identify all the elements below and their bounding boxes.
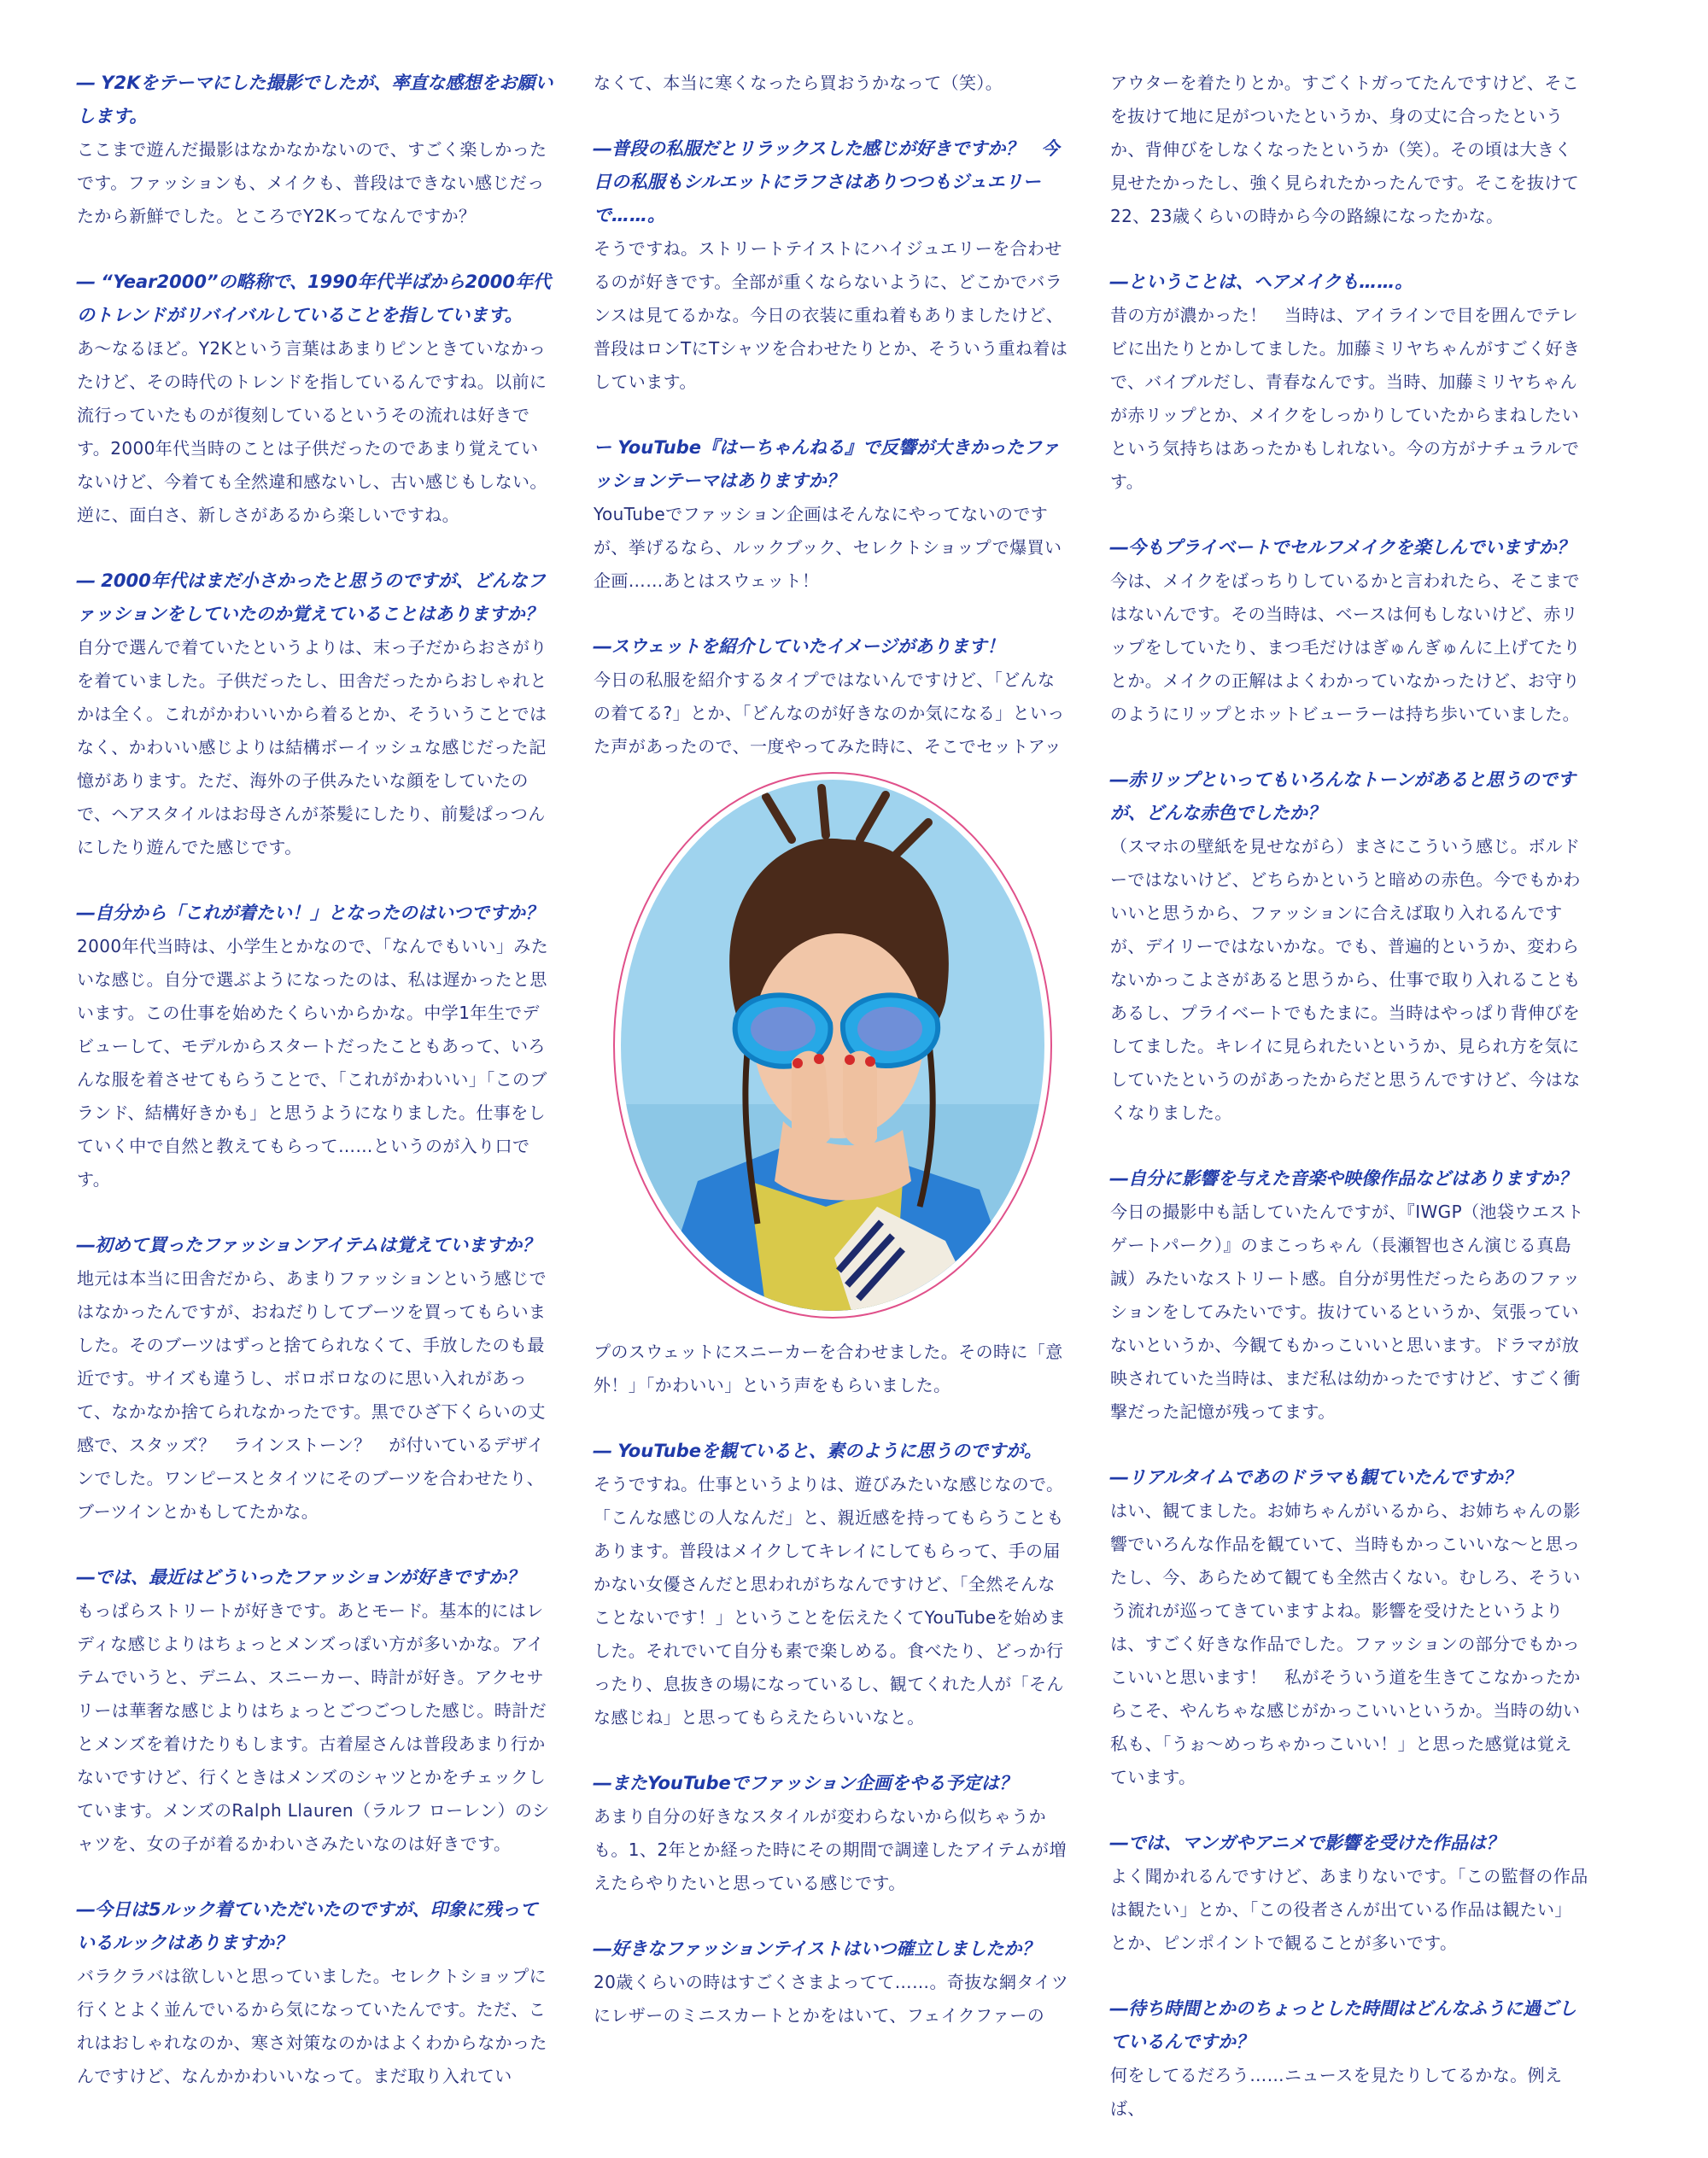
qa-block: [1110, 67, 1588, 233]
answer: もっぱらストリートが好きです。あとモード。基本的にはレディな感じよりはちょっとメンズっぽい方が多いかな。アイテムでいうと、デニム、スニーカー、時計が好き。アクセサリーは華奢な感じよりはちょっとごつごつした感じ。時計だとメンズを着けたりもします。古着屋さんは普段あまり行かないですけど、行くときはメンズのシャツとかをチェックしています。メンズのRalph Llauren（ラルフ ローレン）のシャツを、女の子が着るかわいさみたいなのは好きです。: [77, 1600, 550, 1854]
question: ―待ち時間とかのちょっとした時間はどんなふうに過ごしているんですか？: [1110, 1998, 1576, 2052]
answer: バラクラバは欲しいと思っていました。セレクトショップに行くとよく並んでいるから気になっていたんです。ただ、これはおしゃれなのか、寒さ対策なのかはよくわからなかったんですけど、なんかかわいいなって。まだ取り入れてい: [77, 1966, 547, 2086]
qa-block: [77, 1893, 555, 2093]
answer: そうですね。ストリートテイストにハイジュエリーを合わせるのが好きです。全部が重くならないように、どこかでバランスは見てるかな。今日の衣装に重ね着もありましたけど、普段はロンTにTシャツを合わせたりとか、そういう重ね着はしています。: [594, 238, 1068, 392]
question: ―では、最近はどういったファッションが好きですか？: [77, 1567, 525, 1588]
question: ―またYouTubeでファッション企画をやる予定は？: [594, 1773, 1017, 1793]
answer: ここまで遊んだ撮影はなかなかないので、すごく楽しかったです。ファッションも、メイクも、普段はできない感じだったから新鮮でした。ところでY2Kってなんですか？: [77, 139, 547, 226]
qa-block: [1110, 1992, 1588, 2126]
answer: はい、観てました。お姉ちゃんがいるから、お姉ちゃんの影響でいろんな作品を観ていて、当時もかっこいいな〜と思ったし、今、あらためて観ても全然古くない。むしろ、そういう流れが巡ってきていますよね。影響を受けたというよりは、すごく好きな作品でした。ファッションの部分でもかっこいいと思います！ 私がそういう道を生きてこなかったからこそ、やんちゃな感じがかっこいいというか。当時の幼い私も、「うぉ〜めっちゃかっこいい！」と思った感覚は覚えています。: [1110, 1500, 1581, 1787]
qa-block: [1110, 763, 1588, 1130]
question: ー YouTube『はーちゃんねる』で反響が大きかったファッションテーマはありますか？: [594, 437, 1060, 491]
question: ― “Year2000”の略称で、1990年代半ばから2000年代のトレンドがリバイバルしていることを指しています。: [77, 272, 551, 325]
answer: 2000年代当時は、小学生とかなので、「なんでもいい」みたいな感じ。自分で選ぶようになったのは、私は遅かったと思います。この仕事を始めたくらいからかな。中学1年生でデビューして、モデルからスタートだったこともあって、いろんな服を着させてもらうことで、「これがかわいい」「このブランド、結構好きかも」と思うようになりました。仕事をしていく中で自然と教えてもらって……というのが入り口です。: [77, 936, 549, 1190]
question: ―普段の私服だとリラックスした感じが好きですか？ 今日の私服もシルエットにラフさはありつつもジュエリーで……。: [594, 138, 1060, 225]
question: ― YouTubeを観ていると、素のように思うのですが。: [594, 1441, 1043, 1461]
qa-block: [1110, 1162, 1588, 1429]
answer: 今日の私服を紹介するタイプではないんですけど、「どんなの着てる?」とか、「どんなのが好きなのか気になる」といった声があったので、一度やってみた時に、そこでセットアッ: [594, 670, 1065, 757]
qa-block: [77, 67, 555, 233]
qa-block: [594, 630, 1072, 1402]
question: ― Y2Kをテーマにした撮影でしたが、率直な感想をお願いします。: [77, 73, 553, 126]
answer: 昔の方が濃かった！ 当時は、アイラインで目を囲んでテレビに出たりとかしてました。加藤ミリヤちゃんがすごく好きで、バイブルだし、青春なんです。当時、加藤ミリヤちゃんが赤リップとか、メイクをしっかりしていたからまねしたいという気持ちはあったかもしれない。今の方がナチュラルです。: [1110, 305, 1581, 492]
question: ―では、マンガやアニメで影響を受けた作品は？: [1110, 1833, 1504, 1853]
question: ―今もプライベートでセルフメイクを楽しんでいますか？: [1110, 537, 1575, 558]
question: ―好きなファッションテイストはいつ確立しましたか？: [594, 1939, 1040, 1959]
answer: あ〜なるほど。Y2Kという言葉はあまりピンときていなかったけど、その時代のトレンドを指しているんですね。以前に流行っていたものが復刻しているというその流れは好きです。2000年代当時のことは子供だったのであまり覚えていないけど、今着ても全然違和感ないし、古い感じもしない。逆に、面白さ、新しさがあるから楽しいですね。: [77, 338, 547, 525]
qa-block: [594, 132, 1072, 399]
answer: よく聞かれるんですけど、あまりないです。「この監督の作品は観たい」とか、「この役者さんが出ている作品は観たい」とか、ピンポイントで観ることが多いです。: [1110, 1866, 1588, 1953]
answer: 何をしてるだろう……ニュースを見たりしてるかな。例えば、: [1110, 2065, 1563, 2119]
qa-block: [1110, 266, 1588, 499]
answer-continued: プのスウェットにスニーカーを合わせました。その時に「意外！」「かわいい」という声をもらいました。: [594, 1342, 1063, 1395]
answer: そうですね。仕事というよりは、遊びみたいな感じなので。「こんな感じの人なんだ」と、親近感を持ってもらうこともあります。普段はメイクしてキレイにしてもらって、手の届かない女優さんだと思われがちなんですけど、「全然そんなことないです！」ということを伝えたくてYouTubeを始めました。それでいて自分も素で楽しめる。食べたり、どっか行ったり、息抜きの場になっているし、観てくれた人が「そんな感じね」と思ってもらえたらいいなと。: [594, 1474, 1067, 1728]
answer: 今日の撮影中も話していたんですが、『IWGP（池袋ウエストゲートパーク）』のまこっちゃん（長瀬智也さん演じる真島誠）みたいなストリート感。自分が男性だったらあのファッションをしてみたいです。抜けているというか、気張っていないというか、今観てもかっこいいと思います。ドラマが放映されていた当時は、まだ私は幼かったですけど、すごく衝撃だった記憶が残ってます。: [1110, 1202, 1584, 1422]
column-1: [77, 67, 555, 2126]
qa-block: [1110, 1461, 1588, 1794]
qa-block: [1110, 1827, 1588, 1960]
answer: 地元は本当に田舎だから、あまりファッションという感じではなかったんですが、おねだりしてブーツを買ってもらいました。そのブーツはずっと捨てられなくて、手放したのも最近です。サイズも違うし、ボロボロなのに思い入れがあって、なかなか捨てられなかったです。黒でひざ下くらいの丈感で、スタッズ？ ラインストーン？ が付いているデザインでした。ワンピースとタイツにそのブーツを合わせたり、ブーツインとかもしてたかな。: [77, 1268, 547, 1522]
qa-block: [594, 431, 1072, 598]
qa-block: [594, 1767, 1072, 1900]
portrait-photo: [621, 780, 1044, 1311]
qa-block: [77, 897, 555, 1196]
question: ―今日は5ルック着ていただいたのですが、印象に残っているルックはありますか？: [77, 1899, 538, 1953]
qa-block: [77, 1229, 555, 1529]
answer: YouTubeでファッション企画はそんなにやってないのですが、挙げるなら、ルックブック、セレクトショップで爆買い企画……あとはスウェット！: [594, 504, 1062, 591]
answer: 自分で選んで着ていたというよりは、末っ子だからおさがりを着ていました。子供だったし、田舎だったからおしゃれとかは全く。これがかわいいから着るとか、そういうことではなく、かわいい感じよりは結構ボーイッシュな感じだった記憶があります。ただ、海外の子供みたいな顔をしていたので、ヘアスタイルはお母さんが茶髪にしたり、前髪ぱっつんにしたり遊んでた感じです。: [77, 637, 547, 857]
qa-block: [77, 1561, 555, 1861]
question: ―自分から「これが着たい！」となったのはいつですか？: [77, 903, 543, 923]
column-3: [1110, 67, 1588, 2158]
question: ―スウェットを紹介していたイメージがあります！: [594, 636, 1005, 657]
answer: 20歳くらいの時はすごくさまよってて……。奇抜な網タイツにレザーのミニスカートとかをはいて、フェイクファーの: [594, 1972, 1069, 2026]
qa-block: [1110, 531, 1588, 731]
question: ―リアルタイムであのドラマも観ていたんですか？: [1110, 1467, 1521, 1488]
qa-block: [594, 1435, 1072, 1734]
question: ―自分に影響を与えた音楽や映像作品などはありますか？: [1110, 1168, 1576, 1189]
question: ―初めて買ったファッションアイテムは覚えていますか？: [77, 1235, 541, 1255]
answer-continued: なくて、本当に寒くなったら買おうかなって（笑）。: [594, 73, 1003, 93]
qa-block: [77, 266, 555, 532]
qa-block: [594, 67, 1072, 100]
portrait-frame: [613, 772, 1052, 1319]
question: ―赤リップといってもいろんなトーンがあると思うのですが、どんな赤色でしたか？: [1110, 769, 1576, 823]
qa-block: [77, 564, 555, 864]
column-2: [594, 67, 1072, 2065]
question: ― 2000年代はまだ小さかったと思うのですが、どんなファッションをしていたのか覚えていることはありますか？: [77, 570, 546, 624]
answer: （スマホの壁紙を見せながら）まさにこういう感じ。ボルドーではないけど、どちらかというと暗めの赤色。今でもかわいいと思うから、ファッションに合えば取り入れるんですが、デイリーではないかな。でも、普遍的というか、変わらないかっこよさがあると思うから、仕事で取り入れることもあるし、プライベートでもたまに。当時はやっぱり背伸びをしてました。キレイに見られたいというか、見られ方を気にしていたというのがあったからだと思うんですけど、今はなくなりました。: [1110, 836, 1581, 1123]
answer-continued: アウターを着たりとか。すごくトガってたんですけど、そこを抜けて地に足がついたというか、身の丈に合ったというか、背伸びをしなくなったというか（笑）。その頃は大きく見せたかったし、強く見られたかったんです。そこを抜けて22、23歳くらいの時から今の路線になったかな。: [1110, 73, 1580, 226]
answer: 今は、メイクをばっちりしているかと言われたら、そこまではないんです。その当時は、ベースは何もしないけど、赤リップをしていたり、まつ毛だけはぎゅんぎゅんに上げてたりとか。メイクの正解はよくわかっていなかったけど、お守りのようにリップとホットビューラーは持ち歩いていました。: [1110, 570, 1581, 724]
qa-block: [594, 1933, 1072, 2032]
answer: あまり自分の好きなスタイルが変わらないから似ちゃうかも。1、2年とか経った時にその期間で調達したアイテムが増えたらやりたいと思っている感じです。: [594, 1806, 1067, 1893]
question: ―ということは、ヘアメイクも……。: [1110, 272, 1413, 292]
